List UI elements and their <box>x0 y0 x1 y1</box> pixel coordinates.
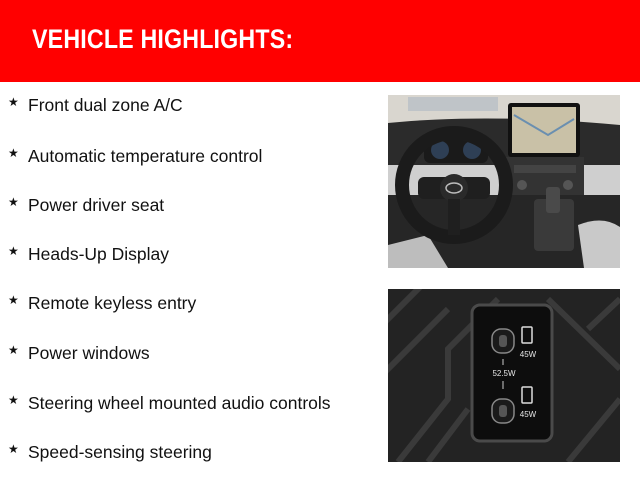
feature-label: Front dual zone A/C <box>28 94 183 115</box>
feature-list <box>0 82 380 480</box>
header-banner <box>0 0 640 82</box>
star-icon: ★ <box>8 343 19 357</box>
list-item <box>8 194 164 216</box>
port-middle-wattage: 52.5W <box>492 369 516 378</box>
star-icon: ★ <box>8 244 19 258</box>
usb-ports-illustration <box>388 289 620 462</box>
list-item <box>8 441 212 463</box>
star-icon: ★ <box>8 393 19 407</box>
star-icon: ★ <box>8 195 19 209</box>
dashboard-photo <box>388 95 620 268</box>
feature-label: Steering wheel mounted audio controls <box>28 392 331 413</box>
list-item <box>8 94 183 116</box>
feature-label: Power driver seat <box>28 194 165 215</box>
list-item <box>8 342 150 364</box>
star-icon: ★ <box>8 293 19 307</box>
feature-label: Heads-Up Display <box>28 243 170 264</box>
list-item <box>8 292 196 314</box>
list-item <box>8 243 169 265</box>
list-item <box>8 392 331 414</box>
page-title: VEHICLE HIGHLIGHTS: <box>32 24 294 54</box>
list-item <box>8 145 262 167</box>
port-bottom-wattage: 45W <box>519 410 537 419</box>
star-icon: ★ <box>8 95 19 109</box>
feature-label: Automatic temperature control <box>28 145 263 166</box>
feature-label: Power windows <box>28 342 150 363</box>
feature-label: Speed-sensing steering <box>28 441 212 462</box>
feature-label: Remote keyless entry <box>28 292 197 313</box>
star-icon: ★ <box>8 442 19 456</box>
port-top-wattage: 45W <box>519 350 537 359</box>
interior-dashboard-photo <box>388 95 620 268</box>
usb-ports-photo <box>388 289 620 462</box>
star-icon: ★ <box>8 146 19 160</box>
